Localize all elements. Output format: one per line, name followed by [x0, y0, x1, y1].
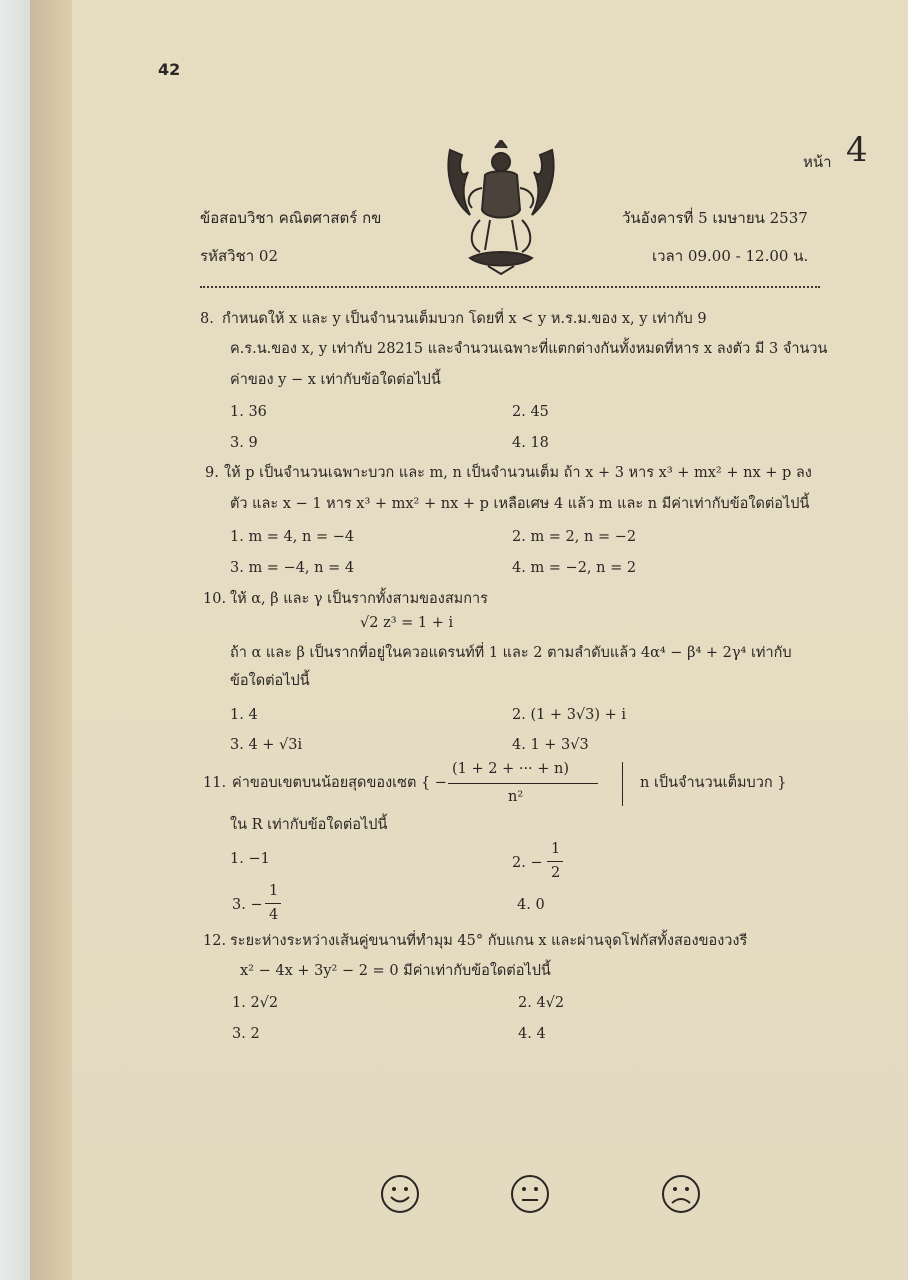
- question-text: ค่าของ y − x เท่ากับข้อใดต่อไปนี้: [230, 372, 441, 388]
- page-label: หน้า: [803, 153, 832, 171]
- choice: 1. 36: [230, 404, 267, 420]
- garuda-emblem-icon: [440, 140, 562, 275]
- smiley-sad-icon: [661, 1174, 701, 1214]
- choice: 3. m = −4, n = 4: [230, 560, 355, 576]
- choice: 2. m = 2, n = −2: [512, 529, 637, 545]
- exam-date: วันอังคารที่ 5 เมษายน 2537: [622, 209, 808, 227]
- header-divider: [200, 286, 820, 288]
- question-text: ข้อใดต่อไปนี้: [230, 673, 310, 689]
- choice: 2. −: [512, 855, 543, 871]
- choice: 3. 9: [230, 435, 258, 451]
- question-text: ให้ p เป็นจำนวนเฉพาะบวก และ m, n เป็นจำนวนเต็ม ถ้า x + 3 หาร x³ + mx² + nx + p ลง: [224, 465, 812, 481]
- question-text: x² − 4x + 3y² − 2 = 0 มีค่าเท่ากับข้อใดต่อไปนี้: [240, 963, 551, 979]
- smiley-happy-icon: [380, 1174, 420, 1214]
- smiley-neutral-icon: [510, 1174, 550, 1214]
- choice: 1. −1: [230, 851, 270, 867]
- question-text: ใน R เท่ากับข้อใดต่อไปนี้: [230, 817, 388, 833]
- choice: 3. −: [232, 897, 263, 913]
- page-number: 42: [158, 60, 181, 79]
- fraction-numerator: 1: [551, 841, 561, 857]
- choice: 4. 1 + 3√3: [512, 737, 589, 753]
- exam-code: รหัสวิชา 02: [200, 247, 278, 265]
- exam-subject: ข้อสอบวิชา คณิตศาสตร์ กข: [200, 209, 382, 227]
- choice: 1. m = 4, n = −4: [230, 529, 355, 545]
- fraction-denominator: 2: [551, 865, 561, 881]
- fraction-numerator: 1: [269, 883, 279, 899]
- question-number: 9.: [205, 465, 219, 481]
- choice: 2. (1 + 3√3) + i: [512, 707, 627, 723]
- question-text: ถ้า α และ β เป็นรากที่อยู่ในควอแดรนท์ที่ 1 และ 2 ตามลำดับแล้ว 4α⁴ − β⁴ + 2γ⁴ เท่ากับ: [230, 645, 792, 661]
- choice: 2. 4√2: [518, 995, 565, 1011]
- choice: 3. 2: [232, 1026, 260, 1042]
- question-number: 12.: [203, 933, 227, 949]
- equation: √2 z³ = 1 + i: [360, 615, 454, 631]
- fraction-bar: [448, 783, 598, 784]
- question-text: ตัว และ x − 1 หาร x³ + mx² + nx + p เหลือเศษ 4 แล้ว m และ n มีค่าเท่ากับข้อใดต่อไปนี้: [230, 496, 810, 512]
- choice: 2. 45: [512, 404, 549, 420]
- question-text: n เป็นจำนวนเต็มบวก }: [640, 775, 787, 791]
- fraction-bar: [265, 903, 281, 904]
- set-divider: [622, 762, 623, 806]
- exam-time: เวลา 09.00 - 12.00 น.: [652, 247, 809, 265]
- choice: 4. 18: [512, 435, 549, 451]
- choice: 1. 2√2: [232, 995, 279, 1011]
- question-number: 11.: [203, 775, 227, 791]
- choice: 4. 0: [517, 897, 545, 913]
- question-number: 10.: [203, 591, 227, 607]
- fraction-denominator: 4: [269, 907, 279, 923]
- question-number: 8.: [200, 311, 214, 327]
- fraction-bar: [547, 861, 563, 862]
- question-text: ให้ α, β และ γ เป็นรากทั้งสามของสมการ: [230, 591, 488, 607]
- fraction-numerator: (1 + 2 + ··· + n): [452, 761, 570, 777]
- question-text: กำหนดให้ x และ y เป็นจำนวนเต็มบวก โดยที่ x < y ห.ร.ม.ของ x, y เท่ากับ 9: [222, 311, 707, 327]
- page-no: 4: [846, 130, 868, 170]
- choice: 4. 4: [518, 1026, 546, 1042]
- choice: 4. m = −2, n = 2: [512, 560, 637, 576]
- question-text: ค่าขอบเขตบนน้อยสุดของเซต { −: [232, 775, 447, 791]
- choice: 1. 4: [230, 707, 258, 723]
- question-text: ระยะห่างระหว่างเส้นคู่ขนานที่ทำมุม 45° กับแกน x และผ่านจุดโฟกัสทั้งสองของวงรี: [230, 933, 748, 949]
- fraction-denominator: n²: [508, 789, 524, 805]
- question-text: ค.ร.น.ของ x, y เท่ากับ 28215 และจำนวนเฉพาะที่แตกต่างกันทั้งหมดที่หาร x ลงตัว มี 3 จำนวน: [230, 341, 828, 357]
- choice: 3. 4 + √3i: [230, 737, 303, 753]
